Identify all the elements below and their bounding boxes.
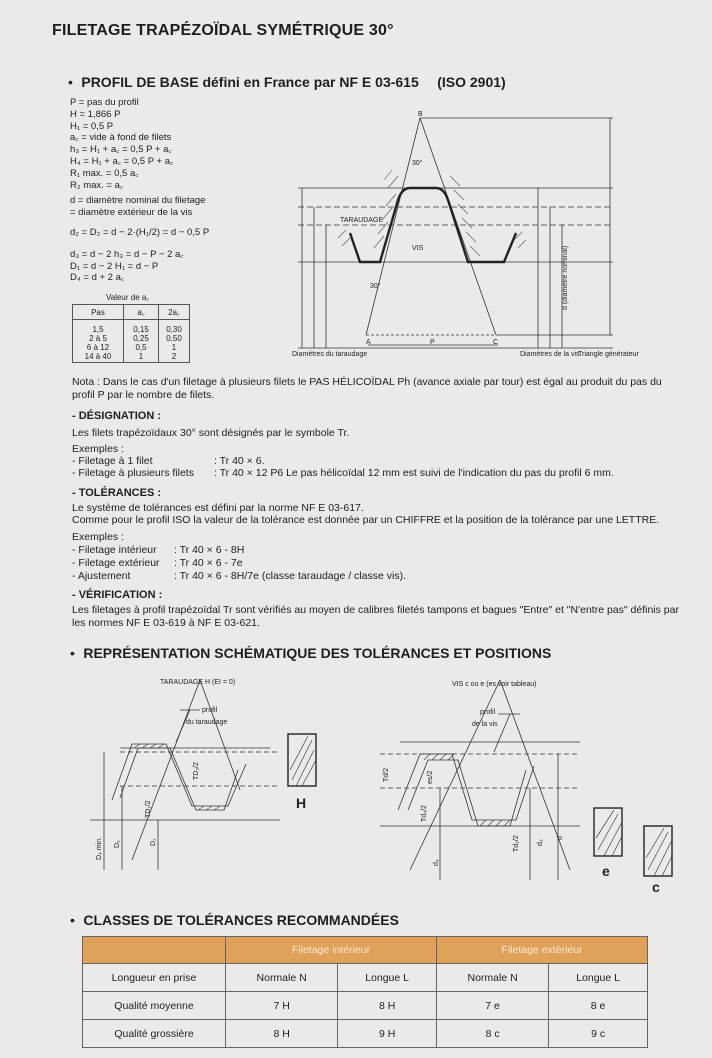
header-filetage-exterieur: Filetage extérieur — [436, 937, 647, 964]
valeur-header: 2a꜀ — [159, 305, 190, 320]
header-filetage-interieur: Filetage intérieur — [226, 937, 437, 964]
label-td1: TD₁/2 — [145, 800, 152, 818]
symbol-line: D₁ = d − 2 H₁ = d − P — [70, 260, 159, 272]
classes-heading-row — [70, 912, 399, 930]
bullet-icon: • — [70, 645, 75, 661]
designation-ex1-label: - Filetage à 1 filet — [72, 455, 153, 467]
valeur-value: 6 à 12 — [86, 343, 110, 352]
designation-ex1-value: : Tr 40 × 6. — [214, 455, 265, 467]
nota-text: Nota : Dans le cas d'un filetage à plusieurs filets le PAS HÉLICOÏDAL Ph (avance axiale par tour) est égal au produit du pas du profil P par le nombre de filets. — [72, 376, 662, 401]
valeur-value: 1 — [171, 343, 177, 352]
diagram-taraudage: TARAUDAGE — [340, 217, 384, 224]
letter-h: H — [296, 795, 307, 811]
designation-ex2-label: - Filetage à plusieurs filets — [72, 467, 194, 479]
page-title: FILETAGE TRAPÉZOÏDAL SYMÉTRIQUE 30° — [52, 22, 394, 39]
diagram-c: C — [493, 339, 499, 346]
valeur-value: 0,25 — [133, 334, 149, 343]
profil-iso: (ISO 2901) — [437, 74, 506, 90]
symbol-line: d = diamètre nominal du filetage — [70, 195, 206, 207]
tolerances-exemples: Exemples : — [72, 531, 124, 543]
table-cell: 8 H — [338, 992, 437, 1020]
label-d2v: d₂ — [537, 839, 544, 846]
symbol-line: H₄ = H₁ + a꜀ = 0,5 P + a꜀ — [70, 155, 174, 167]
profil-diagram — [288, 110, 639, 370]
letter-c: c — [652, 879, 660, 895]
tolerances-ex-label: - Ajustement — [72, 570, 131, 582]
designation-heading: - DÉSIGNATION : — [72, 410, 162, 422]
diagram-angle: 30° — [412, 160, 423, 167]
table-cell: 7 e — [436, 992, 548, 1020]
classes-heading: CLASSES DE TOLÉRANCES RECOMMANDÉES — [83, 912, 399, 928]
row-header: Longueur en prise — [83, 964, 226, 992]
tolerances-ex-value: : Tr 40 × 6 - 8H — [174, 544, 245, 556]
label-td2: TD₂/2 — [193, 762, 200, 780]
valeur-value: 0,50 — [166, 334, 182, 343]
symbol-line: a꜀ = vide à fond de filets — [70, 132, 172, 144]
table-cell: 9 H — [338, 1020, 437, 1048]
label-es: es/2 — [427, 770, 434, 784]
symbol-line: H₁ = 0,5 P — [70, 120, 114, 132]
symbol-line: d₃ = d − 2 h₃ = d − P − 2 a꜀ — [70, 248, 184, 260]
diagram-angle-2: 30° — [370, 283, 381, 290]
verification-text: Les filetages à profil trapézoïdal Tr sont vérifiés au moyen de calibres filetés tampons et bagues "Entre" et "N'entre pas" définis par les normes NF E 03-619 à NF E 03-621. — [72, 604, 679, 629]
col-header: Normale N — [436, 964, 548, 992]
table-cell: 8 H — [226, 1020, 338, 1048]
diagram-diam-taraudage: Diamètres du taraudage — [292, 351, 368, 358]
valeur-table — [72, 304, 190, 363]
valeur-value: 2 à 5 — [89, 334, 107, 343]
valeur-cell — [73, 320, 124, 363]
valeur-value: 0,5 — [135, 343, 147, 352]
profil-heading-row — [68, 74, 506, 92]
table-cell: 8 c — [436, 1020, 548, 1048]
valeur-value: 2 — [171, 352, 177, 361]
verification-heading: - VÉRIFICATION : — [72, 589, 163, 601]
right-profil-2: de la vis — [472, 721, 498, 728]
tolerances-ex-value: : Tr 40 × 6 - 7e — [174, 557, 243, 569]
label-tdd: Td/2 — [383, 767, 390, 782]
tolerances-ex-label: - Filetage extérieur — [72, 557, 160, 569]
row-label: Qualité moyenne — [83, 992, 226, 1020]
left-profil: profil — [202, 707, 218, 714]
tolerances-line1: Le système de tolérances est défini par la norme NF E 03-617. — [72, 502, 364, 514]
left-profil-2: du taraudage — [186, 719, 228, 726]
symbol-line: P = pas du profil — [70, 97, 139, 108]
label-td3: Td₃/2 — [421, 805, 428, 822]
letter-e: e — [602, 863, 610, 879]
label-d1: D₁ — [150, 838, 157, 846]
diagram-b: B — [418, 111, 423, 118]
tolerances-ex-value: : Tr 40 × 6 - 8H/7e (classe taraudage / classe vis). — [174, 570, 406, 582]
valeur-cell — [159, 320, 190, 363]
table-cell: 7 H — [226, 992, 338, 1020]
symbol-line: = diamètre extérieur de la vis — [70, 207, 193, 219]
left-title: TARAUDAGE H (EI = 0) — [160, 679, 236, 686]
symbol-line: D₄ = d + 2 a꜀ — [70, 272, 125, 284]
designation-exemples: Exemples : — [72, 443, 124, 455]
valeur-value: 0,30 — [166, 325, 182, 334]
diagram-vis: VIS — [412, 245, 424, 252]
valeur-title: Valeur de a꜀ — [106, 293, 150, 302]
valeur-value: 14 à 40 — [84, 352, 112, 361]
label-td2v: Td₂/2 — [513, 835, 520, 852]
classes-table — [82, 936, 648, 1048]
row-label: Qualité grossière — [83, 1020, 226, 1048]
diagram-a: A — [366, 339, 371, 346]
right-title: VIS c ou e (es voir tableau) — [452, 681, 537, 688]
tolerances-ex-label: - Filetage intérieur — [72, 544, 157, 556]
bullet-icon: • — [68, 74, 73, 90]
right-profil: profil — [480, 709, 496, 716]
designation-ex2-value: : Tr 40 × 12 P6 Le pas hélicoïdal 12 mm est suivi de l'indication du pas du profil 6 mm. — [214, 467, 614, 479]
representation-heading: REPRÉSENTATION SCHÉMATIQUE DES TOLÉRANCES ET POSITIONS — [83, 645, 552, 661]
diagram-p: P — [430, 339, 435, 346]
table-cell: 9 c — [549, 1020, 648, 1048]
valeur-header: a꜀ — [124, 305, 159, 320]
col-header: Longue L — [338, 964, 437, 992]
symbol-list — [70, 97, 300, 284]
table-cell: 8 e — [549, 992, 648, 1020]
tolerances-line2: Comme pour le profil ISO la valeur de la tolérance est donnée par un CHIFFRE et la position de la tolérance par une LETTRE. — [72, 514, 660, 526]
symbol-line: d₂ = D₂ = d − 2·(H₁/2) = d − 0,5 P — [70, 226, 210, 238]
col-header: Normale N — [226, 964, 338, 992]
designation-text: Les filets trapézoïdaux 30° sont désignés par le symbole Tr. — [72, 427, 350, 439]
col-header: Longue L — [549, 964, 648, 992]
header-blank — [83, 937, 226, 964]
profil-heading: PROFIL DE BASE défini en France par NF E 03-615 — [81, 74, 419, 90]
valeur-header: Pas — [73, 305, 124, 320]
valeur-value: 1,5 — [92, 325, 104, 334]
diagram-d-nominal: d (diamètre nominal) — [562, 245, 569, 310]
valeur-value: 0,15 — [133, 325, 149, 334]
symbol-line: H = 1,866 P — [70, 108, 121, 120]
tolerances-heading: - TOLÉRANCES : — [72, 487, 162, 499]
label-d4min: D₄ min. — [96, 836, 103, 860]
label-d3: d₃ — [433, 859, 440, 866]
symbol-line: R₂ max. = a꜀ — [70, 179, 124, 191]
symbol-line: h₃ = H₁ + a꜀ = 0,5 P + a꜀ — [70, 144, 172, 156]
valeur-cell — [124, 320, 159, 363]
tolerance-diagram — [80, 670, 690, 906]
label-d2: D₂ — [114, 840, 121, 848]
bullet-icon: • — [70, 912, 75, 928]
diagram-diam-vis: Diamètres de la vis — [520, 351, 580, 358]
valeur-value: 1 — [138, 352, 144, 361]
diagram-triangle: Triangle générateur — [578, 351, 639, 358]
symbol-line: R₁ max. = 0,5 a꜀ — [70, 167, 139, 179]
representation-heading-row — [70, 645, 551, 663]
label-d: d — [557, 836, 564, 840]
